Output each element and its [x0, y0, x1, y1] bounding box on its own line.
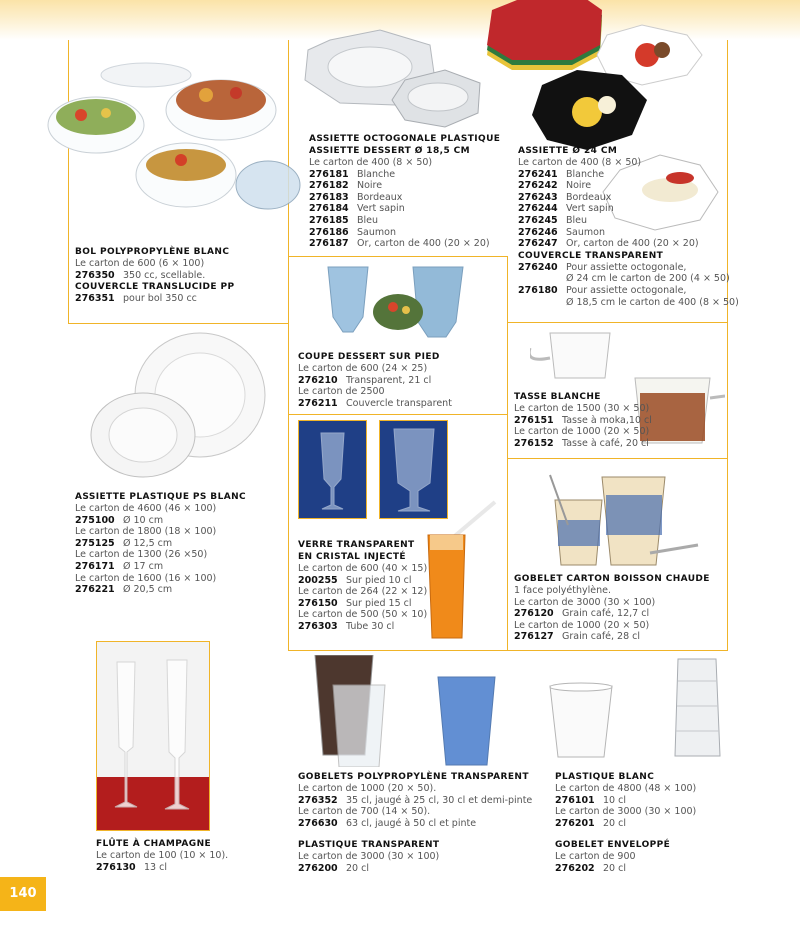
product-row	[298, 621, 427, 633]
frame-line	[288, 650, 728, 651]
carton-info: Le carton de 400 (8 × 50)	[309, 157, 433, 168]
white-cup-section	[514, 391, 652, 449]
ref-code: 276210	[298, 374, 338, 386]
ref-code: 276630	[298, 817, 338, 829]
carton-info: Le carton de 2500	[298, 386, 385, 398]
product-row	[518, 192, 739, 204]
product-row-cont	[518, 297, 739, 309]
carton-info: Le carton de 1000 (20 × 50)	[514, 426, 650, 438]
section-title: GOBELETS POLYPROPYLÈNE TRANSPARENT	[298, 772, 529, 782]
product-row	[518, 203, 739, 215]
product-row	[555, 863, 696, 875]
product-desc: Bleu	[566, 214, 588, 226]
product-desc: Bordeaux	[566, 191, 612, 203]
white-plates-picture	[88, 330, 268, 480]
product-desc: 350 cc, scellable.	[123, 269, 206, 281]
product-row	[518, 180, 739, 192]
ref-code: 276246	[518, 226, 558, 238]
page-number: 140	[0, 877, 46, 911]
crystal-glass-section	[298, 539, 427, 633]
section-title: ASSIETTE OCTOGONALE PLASTIQUE	[309, 134, 501, 144]
carton-info: Le carton de 1800 (18 × 100)	[75, 526, 217, 538]
product-desc: 35 cl, jaugé à 25 cl, 30 cl et demi-pinte	[346, 794, 533, 806]
carton-info: Le carton de 600 (40 × 15)	[298, 563, 428, 574]
section-title: ASSIETTE PLASTIQUE PS BLANC	[75, 492, 247, 502]
product-row	[514, 631, 710, 643]
ref-code: 276241	[518, 168, 558, 180]
bowls-picture	[36, 55, 301, 215]
carton-info: Le carton de 1500 (30 × 50)	[514, 403, 650, 414]
product-row	[309, 238, 500, 250]
carton-info: Le carton de 1000 (20 × 50).	[298, 783, 437, 794]
product-desc: Noire	[357, 180, 383, 192]
section-subtitle: ASSIETTE DESSERT Ø 18,5 CM	[309, 146, 470, 156]
ref-code: 276180	[518, 284, 558, 296]
ref-code: 200255	[298, 574, 338, 586]
product-desc: Tasse à café, 20 cl	[562, 437, 649, 449]
product-desc: 13 cl	[144, 861, 167, 873]
pp-cups-picture	[305, 655, 505, 767]
ref-code: 276247	[518, 238, 558, 250]
octagonal-plate-section	[309, 133, 500, 250]
carton-info: Le carton de 900	[555, 851, 636, 863]
product-desc: Or, carton de 400 (20 × 20)	[566, 238, 699, 250]
product-row	[96, 862, 228, 874]
frame-line	[727, 40, 728, 650]
ref-code: 276184	[309, 203, 349, 215]
section-subtitle: COUVERCLE TRANSPARENT	[518, 250, 664, 261]
product-desc: Ø 20,5 cm	[123, 584, 173, 596]
ref-code: 276303	[298, 620, 338, 632]
product-row	[298, 795, 532, 807]
ref-code: 276211	[298, 397, 338, 409]
white-plastic-cup-section	[555, 771, 696, 875]
ref-code: 276350	[75, 269, 115, 281]
glass-photo-1	[298, 420, 367, 519]
ref-code: 276101	[555, 794, 595, 806]
product-desc: Bleu	[357, 214, 379, 226]
ref-code: 276245	[518, 214, 558, 226]
product-desc: Grain café, 12,7 cl	[562, 608, 650, 620]
product-row	[555, 795, 696, 807]
product-row	[309, 227, 500, 239]
ref-code: 276120	[514, 608, 554, 620]
product-desc: 63 cl, jaugé à 50 cl et pinte	[346, 817, 477, 829]
ref-code: 276244	[518, 203, 558, 215]
product-desc: Blanche	[566, 168, 605, 180]
product-desc: 10 cl	[603, 794, 626, 806]
product-desc: Or, carton de 400 (20 × 20)	[357, 238, 490, 250]
product-row	[514, 438, 652, 450]
white-cup-picture	[548, 682, 618, 762]
ref-code: 276242	[518, 180, 558, 192]
product-desc: 20 cl	[603, 862, 626, 874]
ref-code: 276151	[514, 414, 554, 426]
carton-info: Le carton de 3000 (30 × 100)	[555, 806, 697, 818]
carton-info: Le carton de 600 (6 × 100)	[75, 258, 205, 269]
ref-code: 276130	[96, 861, 136, 873]
product-row	[518, 169, 739, 181]
paper-cup-section	[514, 573, 710, 643]
product-desc: Saumon	[357, 226, 396, 238]
product-row	[298, 863, 532, 875]
product-row	[298, 818, 532, 830]
product-desc: Vert sapin	[357, 203, 405, 215]
product-desc: Ø 17 cm	[123, 560, 164, 572]
carton-info: Le carton de 264 (22 × 12)	[298, 586, 428, 598]
product-row	[75, 293, 235, 305]
ref-code: 276201	[555, 817, 595, 829]
product-row	[309, 180, 500, 192]
product-desc: Pour assiette octogonale,	[566, 284, 687, 296]
dessert-cup-section	[298, 351, 452, 409]
pp-cup-section	[298, 771, 532, 875]
product-desc: Ø 10 cm	[123, 514, 164, 526]
product-row	[75, 538, 246, 550]
product-row	[514, 415, 652, 427]
product-desc: Bordeaux	[357, 191, 403, 203]
dome-covers-picture	[300, 25, 485, 135]
product-desc: Blanche	[357, 168, 396, 180]
product-desc: Couvercle transparent	[346, 397, 452, 409]
product-desc: Ø 12,5 cm	[123, 537, 173, 549]
section-title: ASSIETTE Ø 24 CM	[518, 146, 618, 156]
section-title: TASSE BLANCHE	[514, 392, 601, 402]
ref-code: 276352	[298, 794, 338, 806]
carton-info: Le carton de 1600 (16 × 100)	[75, 572, 217, 584]
product-row	[518, 285, 739, 297]
carton-info: Le carton de 1300 (26 ×50)	[75, 549, 208, 561]
product-desc: Grain café, 28 cl	[562, 631, 641, 643]
dessert-cups-picture	[318, 262, 468, 344]
product-desc: Saumon	[566, 226, 605, 238]
section-subtitle: COUVERCLE TRANSLUCIDE PP	[75, 282, 235, 293]
ref-code: 276183	[309, 191, 349, 203]
product-row	[555, 818, 696, 830]
product-row	[298, 375, 452, 387]
ref-code: 276202	[555, 862, 595, 874]
ref-code: 276152	[514, 437, 554, 449]
product-row	[309, 169, 500, 181]
product-row	[514, 608, 710, 620]
frame-line	[68, 323, 288, 324]
octagonal-plates-picture	[482, 0, 722, 155]
ref-code: 276181	[309, 168, 349, 180]
product-desc: Ø 18,5 cm le carton de 400 (8 × 50)	[566, 296, 739, 308]
section-title: PLASTIQUE BLANC	[555, 772, 655, 782]
ref-code: 276243	[518, 191, 558, 203]
champagne-flute-section	[96, 838, 228, 873]
product-row	[518, 262, 739, 274]
ref-code: 276186	[309, 226, 349, 238]
ref-code: 275100	[75, 514, 115, 526]
frame-line	[288, 256, 508, 257]
bowl-section	[75, 246, 235, 305]
product-row	[518, 238, 739, 250]
wrapped-cup-picture	[670, 656, 725, 764]
product-row	[298, 598, 427, 610]
carton-info: Le carton de 500 (50 × 10)	[298, 609, 428, 621]
product-desc: 20 cl	[346, 862, 369, 874]
tube-glass-picture	[420, 500, 500, 645]
product-desc: Tasse à moka,10 cl	[562, 414, 652, 426]
product-desc: Pour assiette octogonale,	[566, 261, 687, 273]
carton-info: Le carton de 4600 (46 × 100)	[75, 503, 217, 514]
ref-code: 276240	[518, 261, 558, 273]
section-subtitle: PLASTIQUE TRANSPARENT	[298, 840, 440, 851]
product-desc: Sur pied 15 cl	[346, 597, 412, 609]
champagne-flute-photo	[96, 641, 210, 831]
product-row	[298, 575, 427, 587]
ref-code: 276182	[309, 180, 349, 192]
product-desc: Vert sapin	[566, 203, 614, 215]
ref-code: 276171	[75, 560, 115, 572]
section-subtitle: GOBELET ENVELOPPÉ	[555, 840, 671, 851]
carton-info: Le carton de 400 (8 × 50)	[518, 157, 642, 168]
product-row	[309, 203, 500, 215]
product-row	[75, 584, 246, 596]
product-note: 1 face polyéthylène.	[514, 585, 612, 596]
product-row	[309, 215, 500, 227]
section-title: COUPE DESSERT SUR PIED	[298, 352, 440, 362]
ref-code: 276221	[75, 584, 115, 596]
ref-code: 275125	[75, 537, 115, 549]
product-desc: Noire	[566, 180, 592, 192]
product-row	[298, 398, 452, 410]
section-title: GOBELET CARTON BOISSON CHAUDE	[514, 574, 710, 584]
product-desc: pour bol 350 cc	[123, 293, 197, 305]
frame-line	[288, 414, 508, 415]
ref-code: 276185	[309, 214, 349, 226]
section-title: BOL POLYPROPYLÈNE BLANC	[75, 247, 230, 257]
ref-code: 276200	[298, 862, 338, 874]
plate-24-section	[518, 145, 739, 308]
paper-cups-picture	[540, 465, 700, 575]
ps-plate-section	[75, 491, 246, 596]
product-desc: 20 cl	[603, 817, 626, 829]
carton-info: Le carton de 4800 (48 × 100)	[555, 783, 697, 794]
product-row	[75, 561, 246, 573]
carton-info: Le carton de 700 (14 × 50).	[298, 806, 431, 818]
carton-info: Le carton de 100 (10 × 10).	[96, 850, 229, 861]
ref-code: 276127	[514, 631, 554, 643]
carton-info: Le carton de 600 (24 × 25)	[298, 363, 428, 374]
carton-info: Le carton de 3000 (30 × 100)	[298, 851, 440, 863]
product-desc: Ø 24 cm le carton de 200 (4 × 50)	[566, 273, 730, 285]
carton-info: Le carton de 3000 (30 × 100)	[514, 596, 656, 608]
frame-line	[507, 458, 727, 459]
carton-info: Le carton de 1000 (20 × 50)	[514, 619, 650, 631]
frame-line	[507, 322, 727, 323]
product-row	[518, 215, 739, 227]
product-row	[518, 227, 739, 239]
product-desc: Sur pied 10 cl	[346, 574, 412, 586]
ref-code: 276150	[298, 597, 338, 609]
section-title-line2: EN CRISTAL INJECTÉ	[298, 552, 406, 562]
product-desc: Transparent, 21 cl	[346, 374, 432, 386]
frame-line	[507, 256, 508, 650]
ref-code: 276351	[75, 293, 115, 305]
product-row	[75, 270, 235, 282]
product-row-cont	[518, 273, 739, 285]
product-row	[309, 192, 500, 204]
product-row	[75, 515, 246, 527]
product-desc: Tube 30 cl	[346, 620, 395, 632]
ref-code: 276187	[309, 238, 349, 250]
section-title: FLÛTE À CHAMPAGNE	[96, 839, 212, 849]
section-title: VERRE TRANSPARENT	[298, 540, 415, 550]
